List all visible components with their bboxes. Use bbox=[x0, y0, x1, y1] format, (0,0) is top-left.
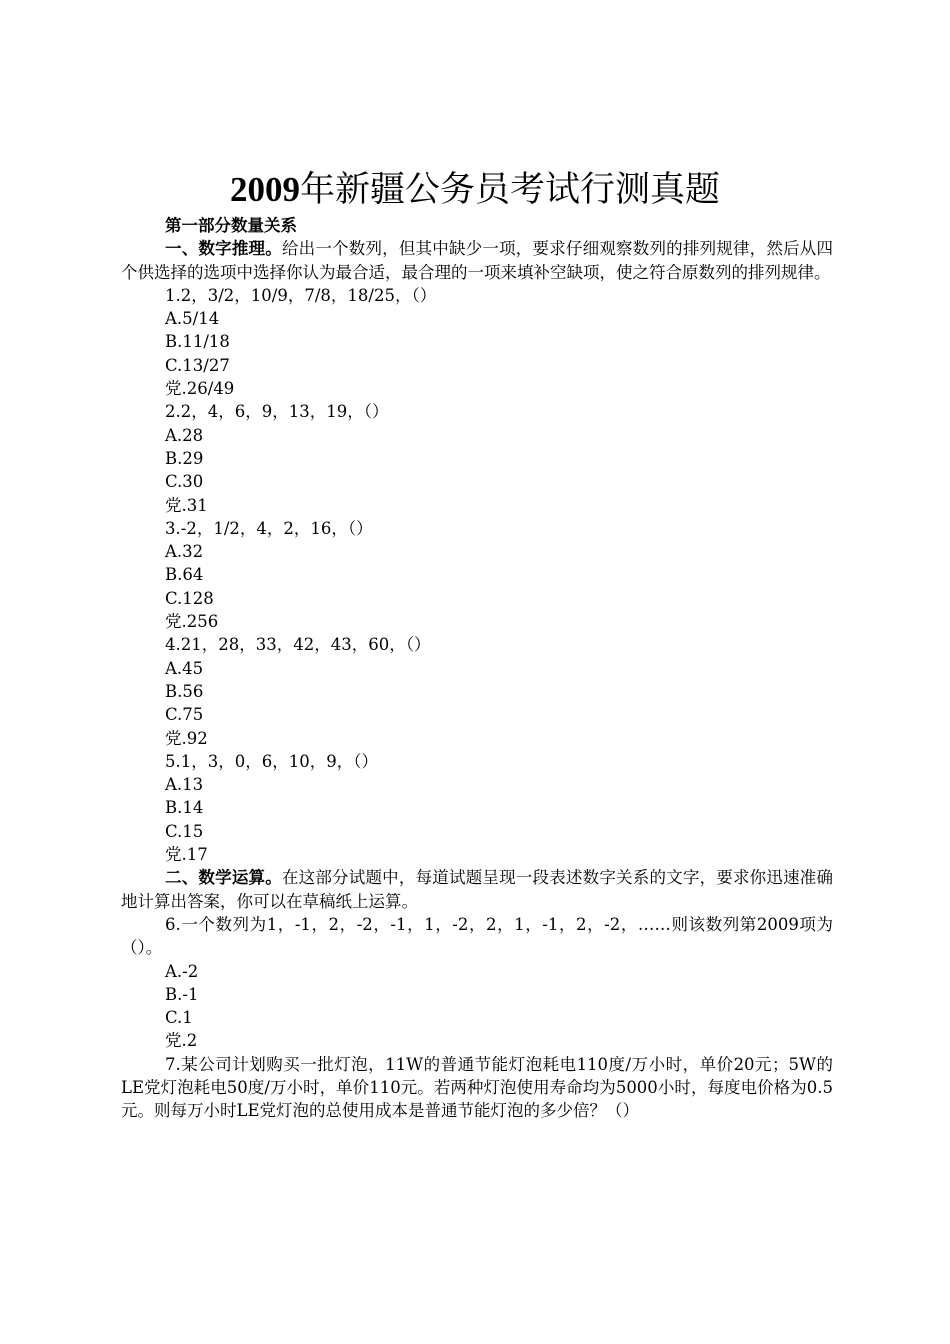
title-text: 年新疆公务员考试行测真题 bbox=[299, 170, 720, 210]
option-d: 党.26/49 bbox=[165, 379, 235, 399]
section-description: 给出一个数列，但其中缺少一项，要求仔细观察数列的排列规律，然后从四个供选择的选项中选择你认为最合适，最合理的一项来填补空缺项，使之符合原数列的排列规律。 bbox=[121, 239, 834, 282]
section-heading: 一、数字推理。 bbox=[165, 239, 282, 259]
option-d: 党.256 bbox=[165, 612, 219, 632]
section-intro bbox=[121, 866, 833, 913]
question-stem: 3.-2，1/2，4，2，16，（） bbox=[165, 518, 373, 538]
question-stem: 1.2，3/2，10/9，7/8，18/25，（） bbox=[165, 285, 437, 305]
option-c: C.15 bbox=[165, 821, 204, 841]
option-a: A.32 bbox=[165, 542, 204, 562]
part-heading: 第一部分数量关系 bbox=[165, 216, 297, 235]
option-a: A.28 bbox=[165, 425, 204, 445]
option-b: B.11/18 bbox=[165, 332, 230, 352]
option-b: B.56 bbox=[165, 681, 204, 701]
option-b: B.64 bbox=[165, 565, 204, 585]
option-c: C.75 bbox=[165, 705, 204, 725]
option-c: C.1 bbox=[165, 1008, 193, 1028]
title-year: 2009 bbox=[229, 170, 300, 209]
option-a: A.13 bbox=[165, 775, 204, 795]
question-stem: 7.某公司计划购买一批灯泡，11W的普通节能灯泡耗电110度/万小时，单价20元；5W的LE党灯泡耗电50度/万小时，单价110元。若两种灯泡使用寿命均为5000小时，每度电价格为0.5元。则每万小时LE党灯泡的总使用成本是普通节能灯泡的多少倍？（） bbox=[121, 1054, 833, 1121]
question-stem: 5.1，3，0，6，10，9，（） bbox=[165, 751, 378, 771]
option-d: 党.17 bbox=[165, 845, 208, 865]
option-d: 党.31 bbox=[165, 495, 208, 515]
section-heading: 二、数学运算。 bbox=[165, 868, 282, 888]
option-a: A.45 bbox=[165, 658, 204, 678]
option-b: B.14 bbox=[165, 798, 204, 818]
option-d: 党.92 bbox=[165, 728, 208, 748]
section-intro bbox=[121, 237, 833, 284]
option-c: C.30 bbox=[165, 472, 204, 492]
question-stem: 2.2，4，6，9，13，19，（） bbox=[165, 402, 389, 422]
option-c: C.13/27 bbox=[165, 355, 230, 375]
question-stem: 6.一个数列为1，-1，2，-2，-1，1，-2，2，1，-1，2，-2，……则该数列第2009项为（）。 bbox=[121, 914, 833, 958]
document-title bbox=[0, 168, 950, 212]
section-description: 在这部分试题中，每道试题呈现一段表述数字关系的文字，要求你迅速准确地计算出答案，你可以在草稿纸上运算。 bbox=[121, 868, 834, 911]
option-a: A.-2 bbox=[165, 961, 199, 981]
option-d: 党.2 bbox=[165, 1031, 198, 1051]
question-stem: 4.21，28，33，42，43，60，（） bbox=[165, 635, 431, 655]
option-c: C.128 bbox=[165, 588, 214, 608]
option-a: A.5/14 bbox=[165, 309, 220, 329]
option-b: B.29 bbox=[165, 448, 204, 468]
option-b: B.-1 bbox=[165, 984, 199, 1004]
document-body bbox=[121, 214, 833, 1123]
